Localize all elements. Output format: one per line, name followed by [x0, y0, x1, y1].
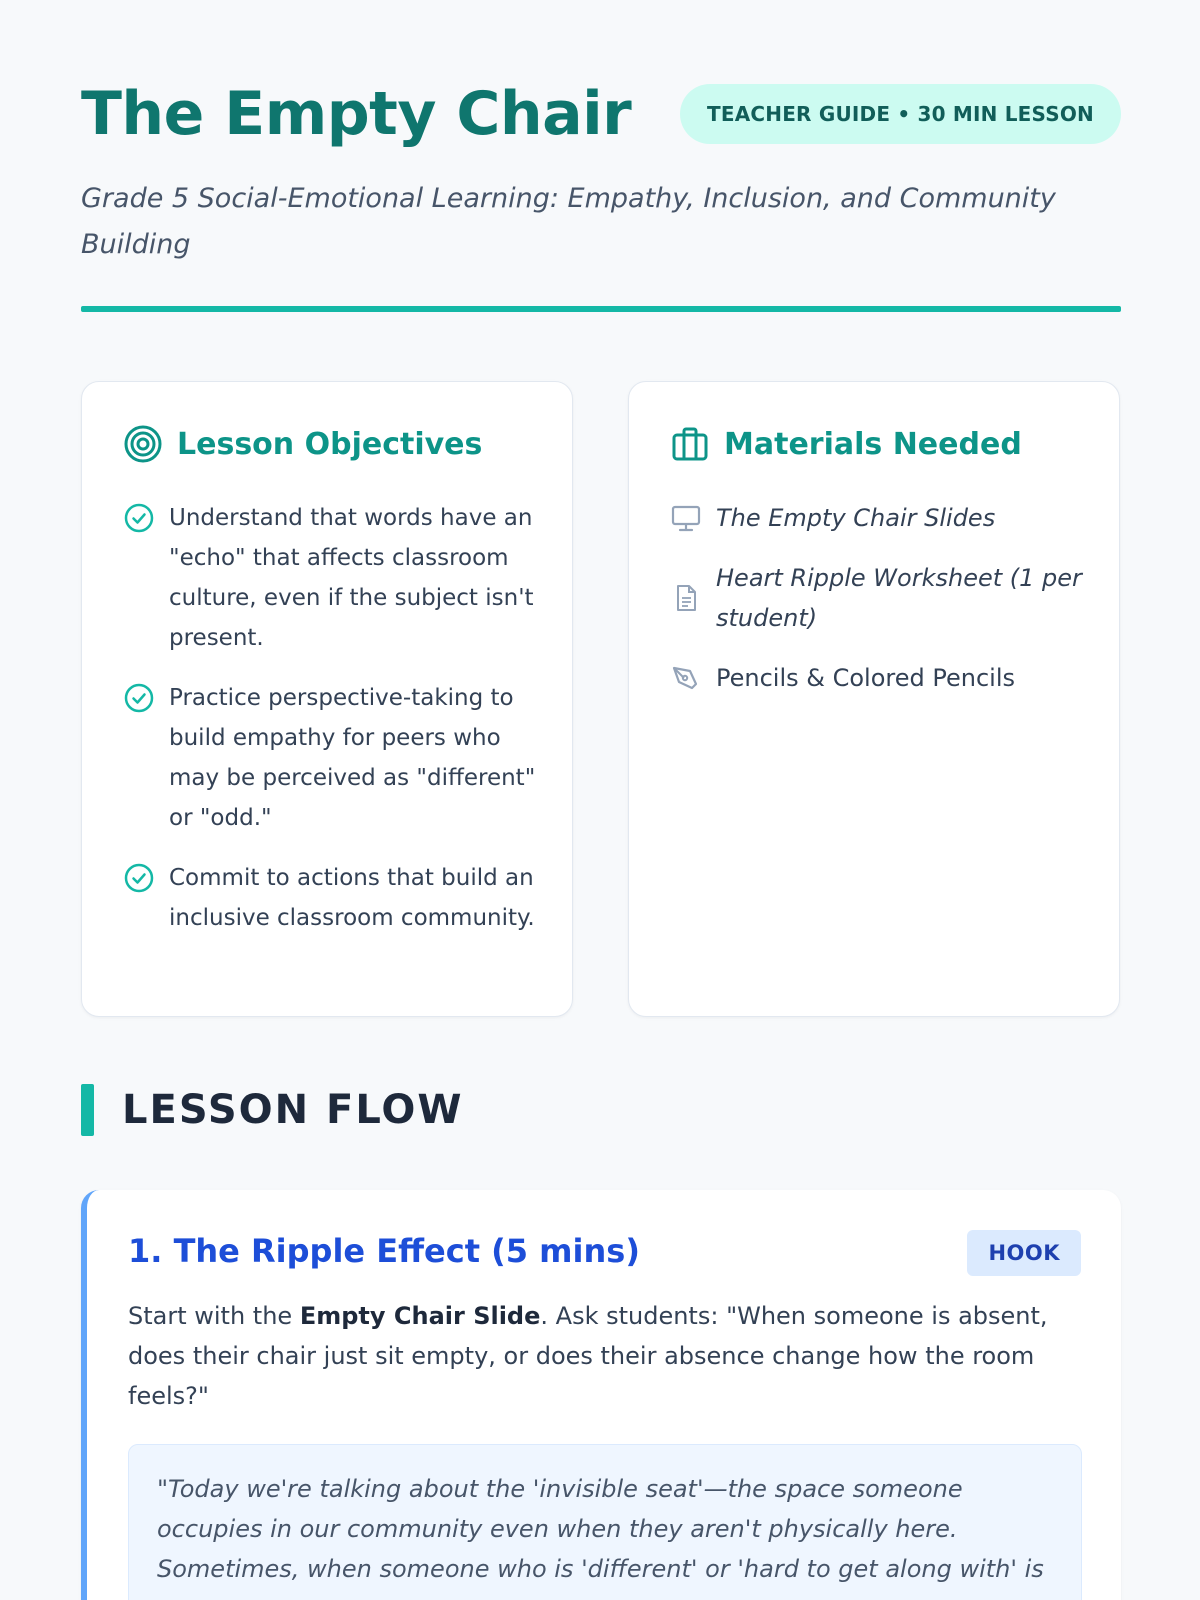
- check-circle-icon: [123, 502, 155, 534]
- objectives-card: [81, 381, 573, 1017]
- check-circle-icon: [123, 862, 155, 894]
- objectives-list: [123, 498, 543, 958]
- list-item: [670, 558, 1090, 638]
- step-card-hook: [81, 1190, 1121, 1600]
- list-item: [123, 858, 543, 938]
- materials-header: [670, 422, 1022, 466]
- material-label: The Empty Chair Slides: [716, 504, 996, 532]
- teacher-script-quote: "Today we're talking about the 'invisible seat'—the space someone occupies in our community even when they aren't physically here. Sometimes, when someone who is 'different' or 'hard to get along with' is: [128, 1444, 1082, 1600]
- page-title: The Empty Chair: [81, 79, 632, 149]
- objective-text: Understand that words have an "echo" that affects classroom culture, even if the subject isn't present.: [169, 505, 534, 651]
- section-accent-bar: [81, 1084, 94, 1136]
- material-label: Heart Ripple Worksheet (1 per student): [716, 564, 1082, 632]
- materials-title: Materials Needed: [724, 426, 1022, 462]
- list-item: [123, 678, 543, 838]
- document-icon: [670, 582, 702, 614]
- section-title: LESSON FLOW: [122, 1087, 464, 1133]
- list-item: [670, 498, 1090, 538]
- list-item: [670, 658, 1090, 698]
- objectives-header: [123, 422, 482, 466]
- step-title: 1. The Ripple Effect (5 mins): [128, 1232, 640, 1270]
- list-item: [123, 498, 543, 658]
- briefcase-icon: [670, 424, 710, 464]
- objective-text: Practice perspective-taking to build empathy for peers who may be perceived as "different" or "odd.": [169, 685, 536, 831]
- lesson-flow-header: [81, 1084, 464, 1136]
- materials-card: [628, 381, 1120, 1017]
- header-divider: [81, 306, 1121, 312]
- step-body-prefix: Start with the: [128, 1302, 300, 1330]
- step-body: [128, 1296, 1088, 1416]
- material-label: Pencils & Colored Pencils: [716, 664, 1015, 692]
- step-body-suffix: . Ask students: "When someone is absent, does their chair just sit empty, or does their absence change how the room feels?": [128, 1302, 1048, 1410]
- materials-list: [670, 498, 1090, 718]
- check-circle-icon: [123, 682, 155, 714]
- pen-icon: [670, 662, 702, 694]
- monitor-icon: [670, 502, 702, 534]
- step-body-bold: Empty Chair Slide: [299, 1302, 541, 1330]
- step-tag: HOOK: [967, 1230, 1081, 1276]
- page-subtitle: Grade 5 Social-Emotional Learning: Empathy, Inclusion, and Community Building: [81, 183, 1056, 260]
- lesson-badge: TEACHER GUIDE • 30 MIN LESSON: [680, 84, 1121, 144]
- header: [81, 78, 1121, 150]
- objective-text: Commit to actions that build an inclusive classroom community.: [169, 865, 535, 931]
- objectives-title: Lesson Objectives: [177, 426, 483, 462]
- target-icon: [123, 424, 163, 464]
